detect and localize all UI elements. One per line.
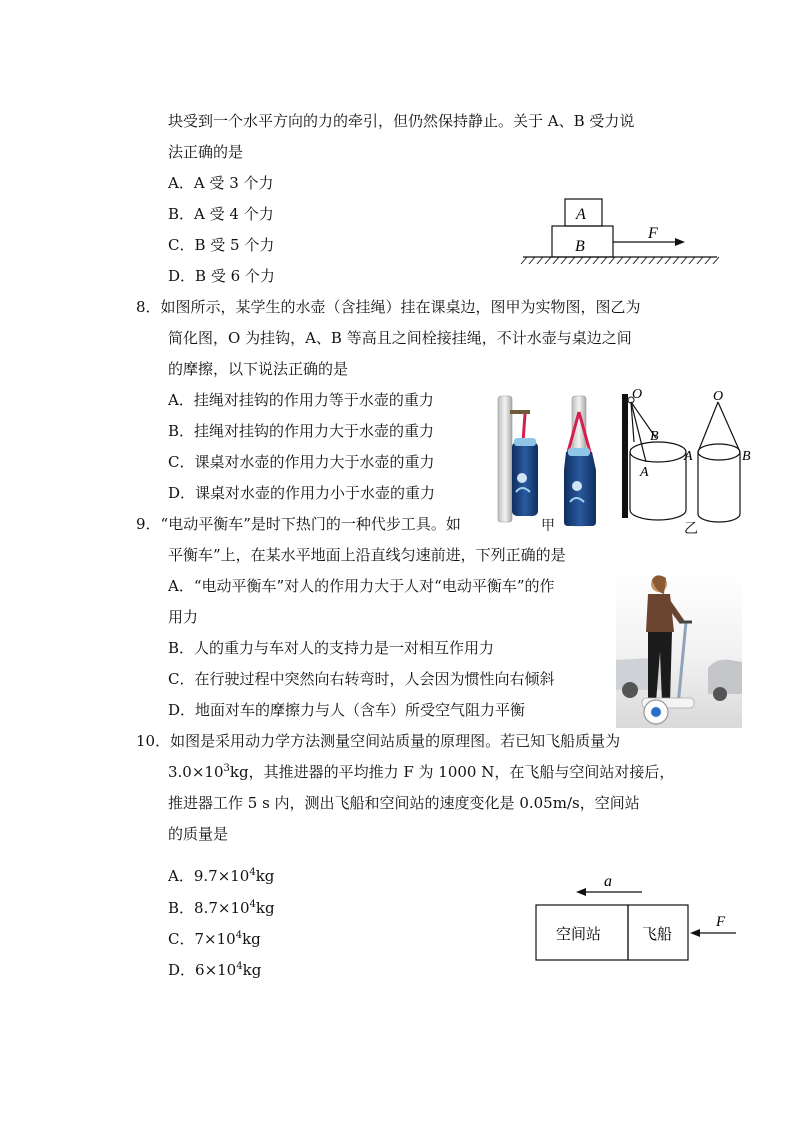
force-f-arrowhead [675,238,685,246]
q9-option-a-line1: A．“电动平衡车”对人的作用力大于人对“电动平衡车”的作 [168,577,555,595]
label-yi: 乙 [684,521,698,537]
label-acceleration: a [604,873,612,890]
desk-pole-left [498,396,512,522]
q10-stem-line1: 10．如图是采用动力学方法测量空间站质量的原理图。若已知飞船质量为 [136,732,621,750]
q10-stem-line4: 的质量是 [168,825,229,843]
q10-option-b: B．$8.7\times 10^4kg$ [168,899,275,917]
label-f: F [648,225,658,242]
desk-edge [622,394,628,518]
q10-docking-diagram [530,868,744,964]
q10-mass-base: 3.0×10 [168,763,224,781]
label-a-left: A [640,465,649,480]
q7-stem-line1: 块受到一个水平方向的力的牵引，但仍然保持静止。关于 A、B 受力说 [168,112,635,130]
label-b-right: B [742,449,751,464]
q7-option-a: A．A 受 3 个力 [168,174,274,192]
hook-left [510,410,530,414]
q7-option-c: C．B 受 5 个力 [168,236,275,254]
q9-scooter-photo [616,572,742,728]
q8-option-b: B．挂绳对挂钩的作用力大于水壶的重力 [168,422,435,440]
q7-stem-line2: 法正确的是 [168,143,244,161]
label-o-right: O [713,389,724,404]
ground-hatching [521,257,719,264]
q8-stem-line3: 的摩擦，以下说法正确的是 [168,360,349,378]
label-a: A [576,206,586,223]
q7-option-d: D．B 受 6 个力 [168,267,275,285]
person-jacket [646,594,674,632]
q9-stem-line2: 平衡车”上，在某水平地面上沿直线匀速前进，下列正确的是 [168,546,566,564]
q9-stem-line1: 9．“电动平衡车”是时下热门的一种代步工具。如 [136,515,461,533]
label-b: B [575,238,585,255]
q9-option-b: B．人的重力与车对人的支持力是一对相互作用力 [168,639,495,657]
label-o-left: O [632,387,643,402]
q9-option-a-line2: 用力 [168,608,199,626]
q8-simplified-figure [618,386,778,532]
q10-option-d: D．$6\times 10^4kg$ [168,961,262,979]
label-space-station: 空间站 [556,925,602,943]
q9-option-c: C．在行驶过程中突然向右转弯时，人会因为惯性向右倾斜 [168,670,555,688]
label-a-right: A [684,449,693,464]
q7-block-diagram [515,193,725,271]
q10-stem-line3: 推进器工作 5 s 内，测出飞船和空间站的速度变化是 0.05m/s，空间站 [168,794,640,812]
q8-stem-line2: 简化图，O 为挂钩，A、B 等高且之间栓接挂绳，不计水壶与桌边之间 [168,329,632,347]
q9-option-d: D．地面对车的摩擦力与人（含车）所受空气阻力平衡 [168,701,526,719]
q8-option-c: C．课桌对水壶的作用力大于水壶的重力 [168,453,435,471]
q10-mass-exp: 3 [223,763,230,774]
q8-stem-line1: 8．如图所示，某学生的水壶（含挂绳）挂在课桌边，图甲为实物图，图乙为 [136,298,641,316]
q8-option-a: A．挂绳对挂钩的作用力等于水壶的重力 [168,391,434,409]
q7-option-b: B．A 受 4 个力 [168,205,274,223]
label-force-f: F [716,914,726,930]
q10-option-a: A．$9.7\times 10^4kg$ [168,867,275,885]
q10-stem-line2 [168,762,674,782]
q8-option-d: D．课桌对水壶的作用力小于水壶的重力 [168,484,436,502]
label-jia: 甲 [541,518,555,534]
q10-option-c: C．$7\times 10^4kg$ [168,930,261,948]
q10-stem-line2-rest: kg，其推进器的平均推力 F 为 1000 N，在飞船与空间站对接后， [229,763,675,781]
label-b-left: B [650,429,659,444]
label-spaceship: 飞船 [642,925,673,943]
car-right [708,660,742,694]
